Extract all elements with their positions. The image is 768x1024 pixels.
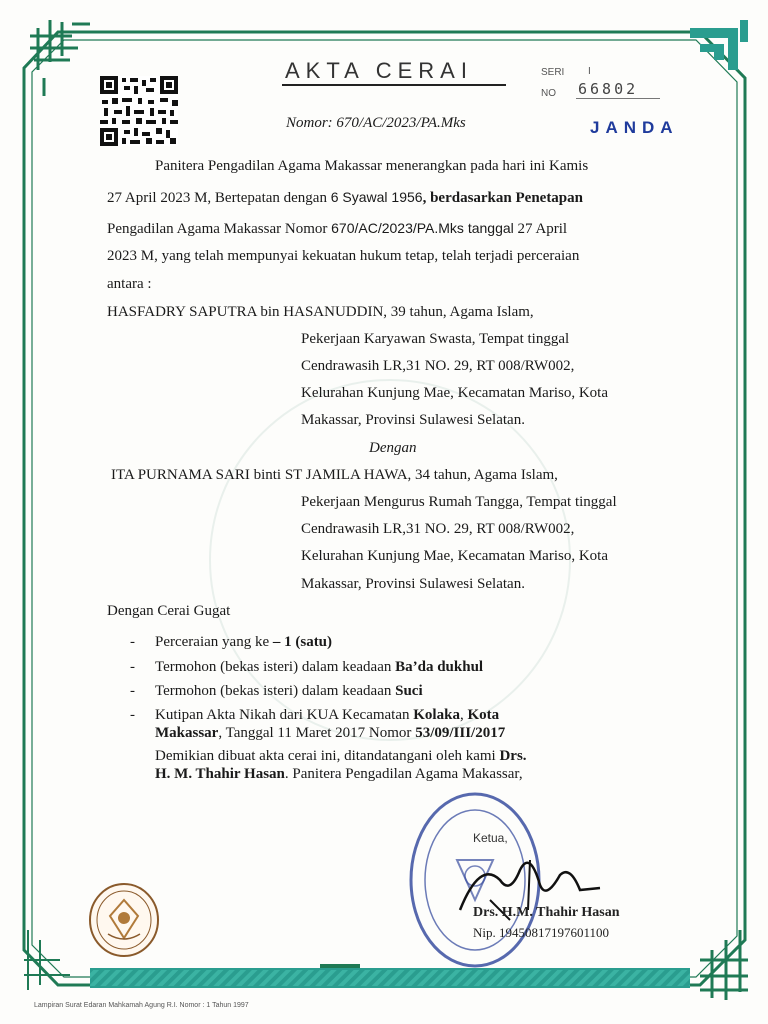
title-underline (282, 84, 506, 86)
bullet-dash: - (130, 634, 135, 650)
bullet-dash: - (130, 707, 135, 723)
closing-line-1: Demikian dibuat akta cerai ini, ditandatangani oleh kami Drs. (155, 748, 527, 764)
signatory-name: Drs. H.M. Thahir Hasan (473, 905, 620, 920)
bullet-dash: - (130, 683, 135, 699)
dengan-label: Dengan (369, 440, 417, 456)
intro-line-5: antara : (107, 276, 152, 292)
party1-line-3: Cendrawasih LR,31 NO. 29, RT 008/RW002, (301, 358, 575, 374)
no-label: NO (541, 88, 556, 99)
corner-ornament-bottom-left (24, 930, 70, 990)
bullet-item-4-line-2: Makassar, Tanggal 11 Maret 2017 Nomor 53/09/III/2017 (155, 725, 506, 741)
party1-name-line: HASFADRY SAPUTRA bin HASANUDDIN, 39 tahun, Agama Islam, (107, 304, 534, 320)
signatory-nip: Nip. 19450817197601100 (473, 925, 610, 940)
bullet-item-4-line-1: Kutipan Akta Nikah dari KUA Kecamatan Kolaka, Kota (155, 707, 500, 723)
bottom-decorative-band (90, 964, 690, 988)
cerai-gugat-label: Dengan Cerai Gugat (107, 603, 231, 619)
bullet-item-2: Termohon (bekas isteri) dalam keadaan Ba’da dukhul (155, 659, 484, 675)
party2-line-4: Kelurahan Kunjung Mae, Kecamatan Mariso, Kota (301, 548, 608, 564)
status-stamp: JANDA (590, 118, 679, 137)
closing-line-2: H. M. Thahir Hasan. Panitera Pengadilan Agama Makassar, (155, 766, 523, 782)
intro-line-4: 2023 M, yang telah mempunyai kekuatan hukum tetap, telah terjadi perceraian (107, 248, 580, 264)
qr-code (100, 76, 178, 146)
document-number: Nomor: 670/AC/2023/PA.Mks (286, 115, 466, 131)
intro-line-3: Pengadilan Agama Makassar Nomor 670/AC/2023/PA.Mks tanggal 27 April (107, 220, 568, 237)
court-seal-emblem (88, 882, 160, 958)
intro-line-1: Panitera Pengadilan Agama Makassar menerangkan pada hari ini Kamis (155, 158, 589, 174)
footer-note: Lampiran Surat Edaran Mahkamah Agung R.I. Nomor : 1 Tahun 1997 (34, 1002, 249, 1009)
ketua-label: Ketua, (473, 831, 508, 845)
party2-line-3: Cendrawasih LR,31 NO. 29, RT 008/RW002, (301, 521, 575, 537)
document-title: AKTA CERAI (285, 58, 473, 83)
party2-name-line: ITA PURNAMA SARI binti ST JAMILA HAWA, 34 tahun, Agama Islam, (111, 467, 558, 483)
party2-line-5: Makassar, Provinsi Sulawesi Selatan. (301, 576, 525, 592)
corner-ornament-top-right (690, 20, 748, 70)
seri-value: I (588, 66, 591, 77)
party1-line-2: Pekerjaan Karyawan Swasta, Tempat tinggal (301, 331, 570, 347)
bullet-dash: - (130, 659, 135, 675)
seri-label: SERI (541, 67, 565, 78)
intro-line-2: 27 April 2023 M, Bertepatan dengan 6 Syawal 1956, berdasarkan Penetapan (107, 189, 583, 206)
bullet-item-1: Perceraian yang ke – 1 (satu) (155, 634, 333, 650)
bullet-item-3: Termohon (bekas isteri) dalam keadaan Suci (155, 683, 423, 699)
no-value: 66802 (578, 80, 639, 98)
party1-line-4: Kelurahan Kunjung Mae, Kecamatan Mariso, Kota (301, 385, 608, 401)
no-underline (576, 98, 660, 99)
party1-line-5: Makassar, Provinsi Sulawesi Selatan. (301, 412, 525, 428)
party2-line-2: Pekerjaan Mengurus Rumah Tangga, Tempat tinggal (301, 494, 617, 510)
